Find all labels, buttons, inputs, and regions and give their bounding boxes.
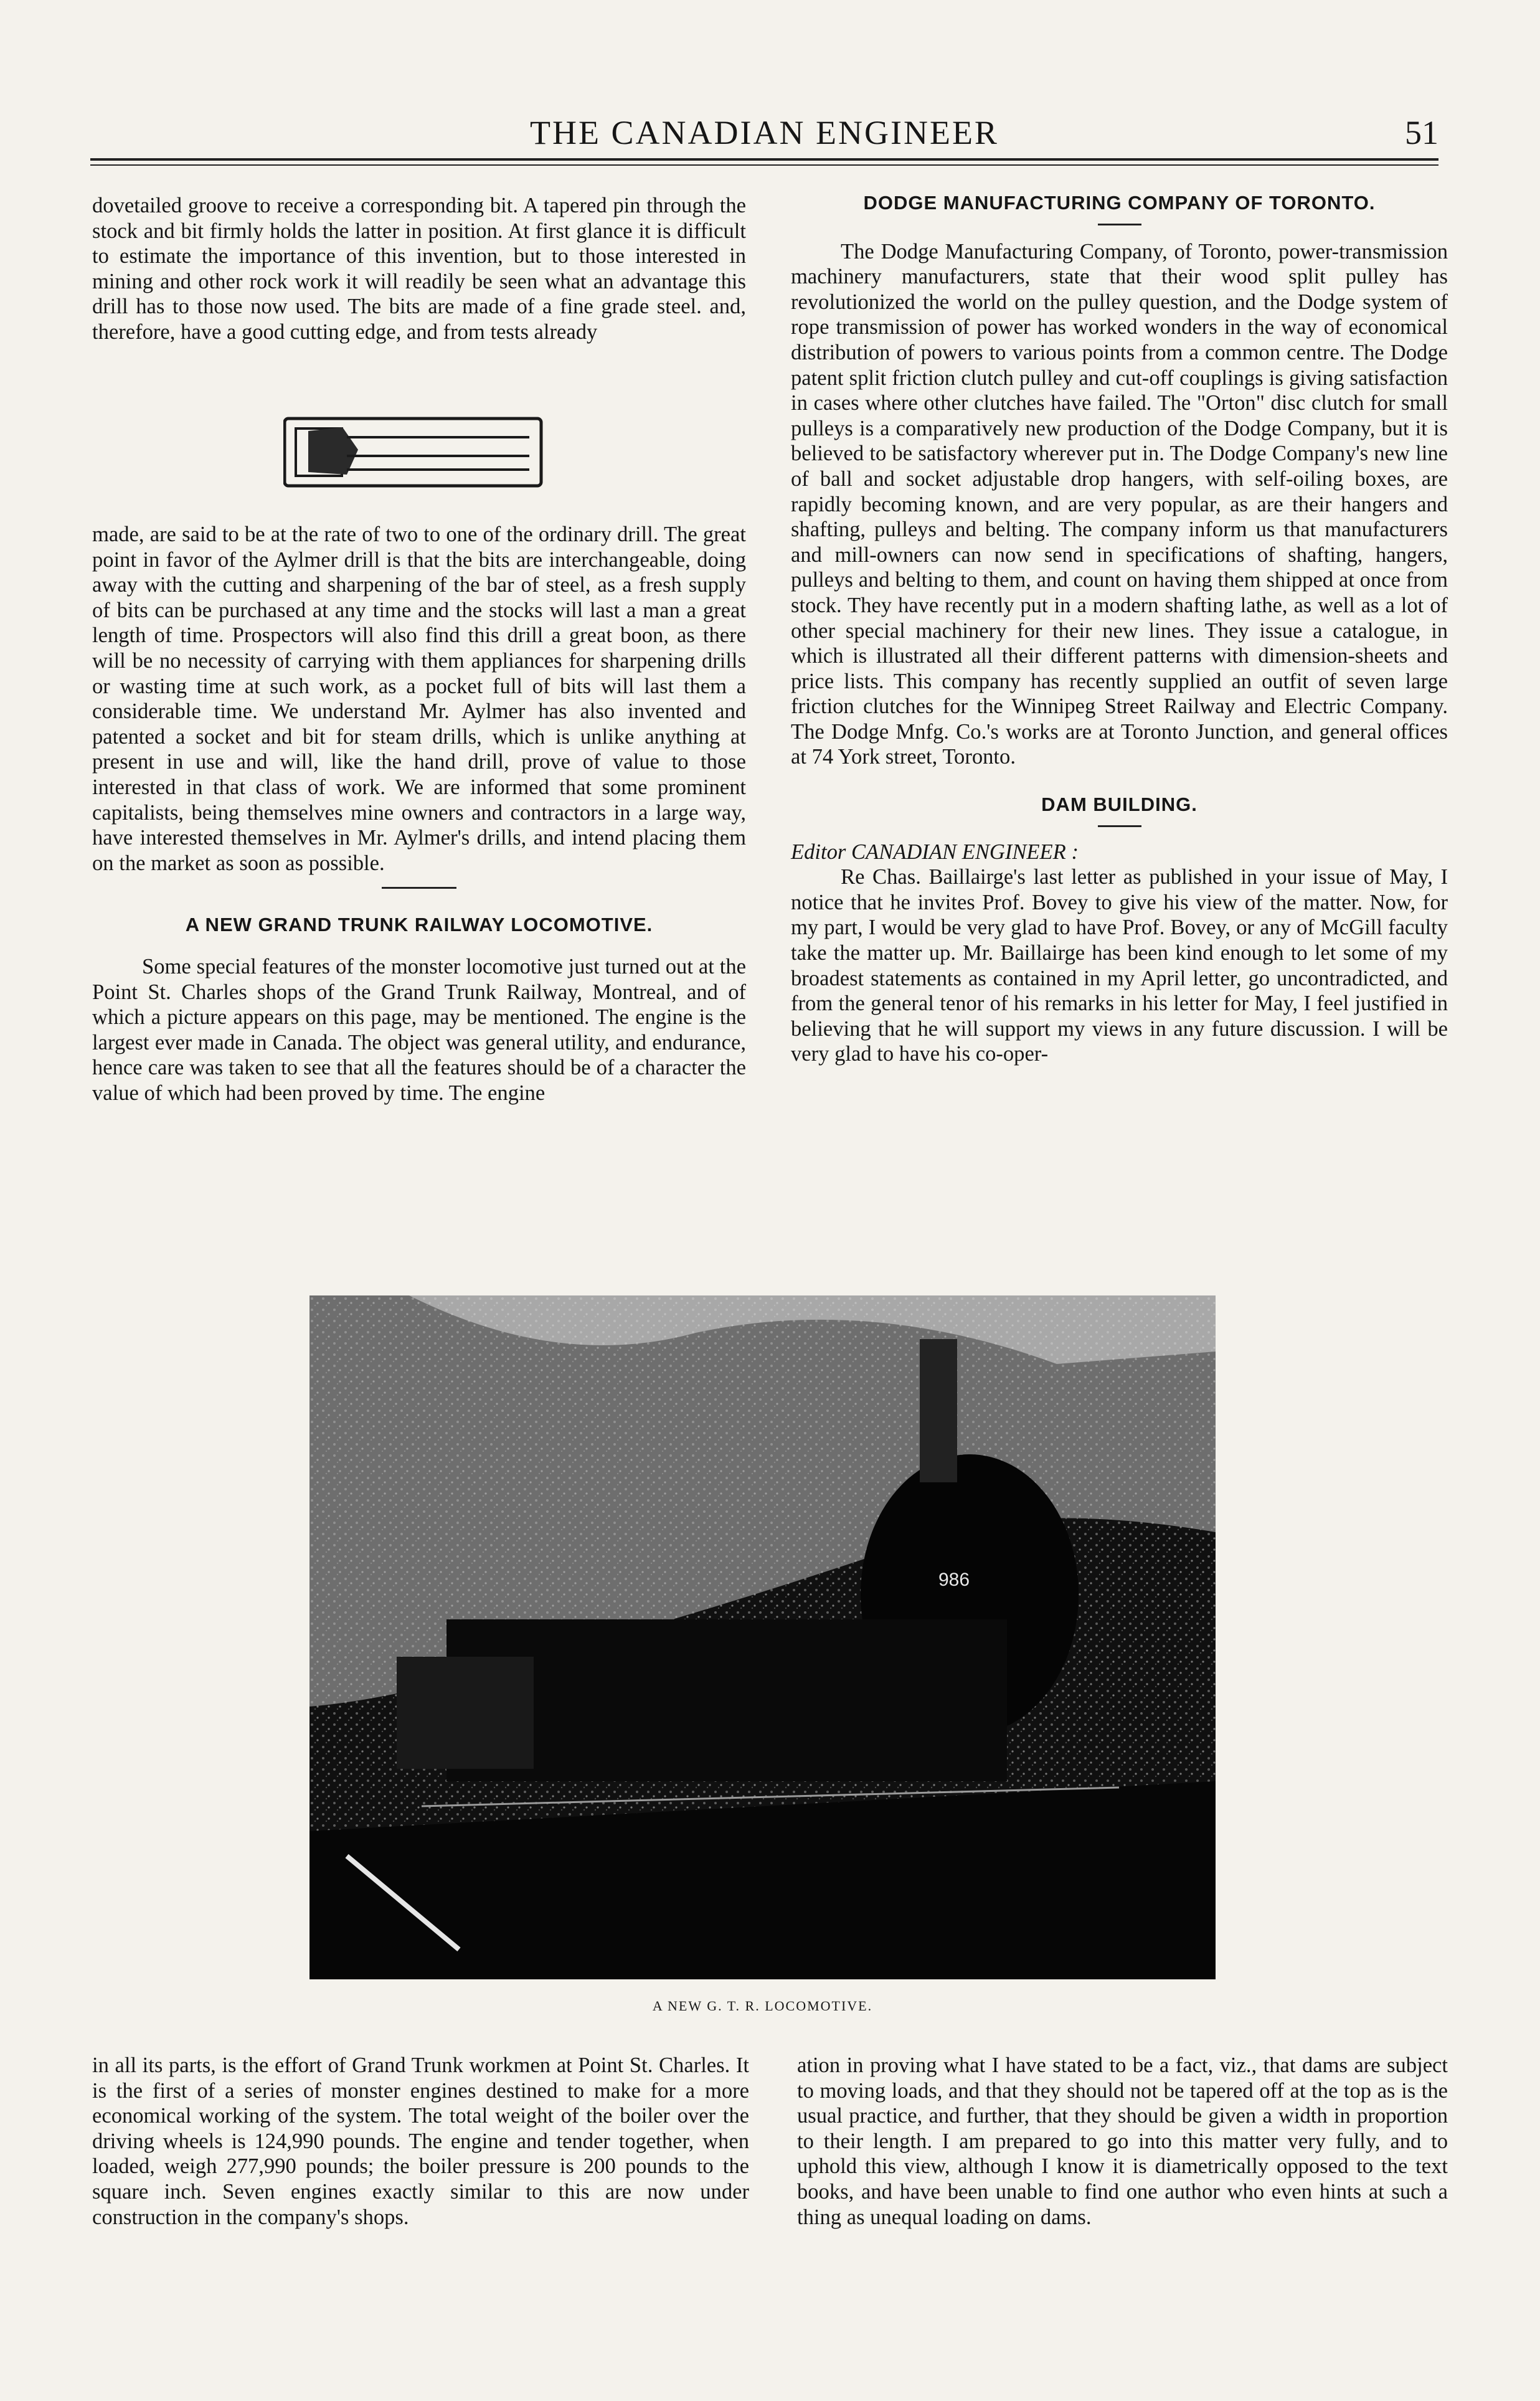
drill-article-text: made, are said to be at the rate of two to one of the ordinary drill. The great point in favor of the Aylmer drill is that the bits are interchangeable, doing away with the cutting and sharpening of the bar of steel, as a fresh supply of bits can be purchased at any time and the stocks will last a man a great length of time. Prospectors will also find this drill a great boon, as there will be no necessity of carrying with them appliances for sharpening drills or wasting time at such work, as a pocket full of bits will last them a considerable time. We understand Mr. Aylmer has also invented and patented a socket and bit for steam drills, which is unlike anything at present in use and will, like the hand drill, prove of value to those interested in that class of work. We are informed that some prominent capitalists, being themselves mine owners and contractors in a large way, have interested themselves in Mr. Aylmer's drills, and intend placing them on the market as soon as possible. [92,523,746,875]
dam-text: Re Chas. Baillairge's last letter as published in your issue of May, I notice that he invites Prof. Bovey to give his view of the matter. Now, for my part, I would be very glad to have Prof. Bovey, or any of McGill faculty take the matter up. Mr. Baillairge has been kind enough to let some of my broadest statements as contained in my April letter, go uncontradicted, and from the general tenor of his remarks in his letter for May, I feel justified in believing that he will support my views in any future discussion. I will be very glad to have his co-oper- [791,865,1448,1066]
drill-bit-figure [283,412,545,493]
heading-divider [1098,825,1141,827]
left-column-middle [92,522,746,1106]
header-rule-bottom [90,164,1438,166]
locomotive-photo [309,1295,1216,1979]
locomotive-text-continued: in all its parts, is the effort of Grand Trunk workmen at Point St. Charles. It is the first of a series of monster engines destined to make for a more economical working of the system. The total weight of the boiler over the driving wheels is 124,990 pounds. The engine and tender together, when loaded, weigh 277,990 pounds; the boiler pressure is 200 pounds to the square inch. Seven engines exactly similar to this are now under construction in the company's shops. [92,2053,749,2229]
drill-article-intro: dovetailed groove to receive a corresponding bit. A tapered pin through the stock and bit firmly holds the latter in position. At first glance it is difficult to estimate the importance of this invention, but to those interested in mining and other rock work it will readily be seen what an advantage this drill has to those now used. The bits are made of a fine grade steel. and, therefore, have a good cutting edge, and from tests already [92,194,746,344]
left-column-top [92,193,746,345]
header-rule-top [90,158,1438,161]
photo-caption: A NEW G. T. R. LOCOMOTIVE. [652,1998,873,2014]
dodge-heading: DODGE MANUFACTURING COMPANY OF TORONTO. [863,192,1376,214]
dam-heading: DAM BUILDING. [1041,793,1198,816]
journal-title: THE CANADIAN ENGINEER [530,114,999,151]
locomotive-heading: A NEW GRAND TRUNK RAILWAY LOCOMOTIVE. [185,914,653,936]
dam-salutation: Editor CANADIAN ENGINEER : [791,840,1079,864]
bottom-right-column [797,2053,1448,2230]
bottom-left-column [92,2053,749,2230]
engine-number: 986 [938,1570,970,1590]
section-divider [382,887,456,889]
locomotive-text: Some special features of the monster locomotive just turned out at the Point St. Charles shops of the Grand Trunk Railway, Montreal, and of which a picture appears on this page, may be mentioned. The engine is the largest ever made in Canada. The object was general utility, and endurance, hence care was taken to see that all the features should be of a character the value of which had been proved by time. The engine [92,954,746,1105]
right-column [791,191,1448,1067]
running-head [90,113,1438,163]
dodge-text: The Dodge Manufacturing Company, of Toronto, power-transmission machinery manufacturers, state that their wood split pulley has revolutionized the world on the pulley question, and the Dodge system of rope transmission of power has worked wonders in the way of economical distribution of powers to various points from a common centre. The Dodge patent split friction clutch pulley and cut-off couplings is giving satisfaction in cases where other clutches have failed. The "Orton" disc clutch for small pulleys is a comparatively new production of the Dodge Company, but it is believed to be satisfactory wherever put in. The Dodge Company's new line of ball and socket adjustable drop hangers, with self-oiling boxes, are rapidly becoming known, and are very popular, as are their hangers and shafting, pulleys and belting. The company inform us that manufacturers and mill-owners can now send in specifications of shafting, hangers, pulleys and belting to them, and count on having them shipped at once from stock. They have recently put in a modern shafting lathe, as well as a lot of other special machinery for their new lines. They issue a catalogue, in which is illustrated all their different patterns with dimension-sheets and price lists. This company has recently supplied an outfit of seven large friction clutches for the Winnipeg Street Railway and Electric Company. The Dodge Mnfg. Co.'s works are at Toronto Junction, and general offices at 74 York street, Toronto. [791,239,1448,769]
heading-divider [1098,224,1141,225]
page-number: 51 [1405,114,1438,151]
dam-text-continued: ation in proving what I have stated to be a fact, viz., that dams are subject to moving loads, and that they should not be tapered off at the top as is the usual practice, and further, that they should be given a width in proportion to their length. I am prepared to go into this matter very fully, and to uphold this view, although I know it is diametrically opposed to the text books, and have been unable to find one author who even hints at such a thing as unequal loading on dams. [797,2053,1448,2229]
